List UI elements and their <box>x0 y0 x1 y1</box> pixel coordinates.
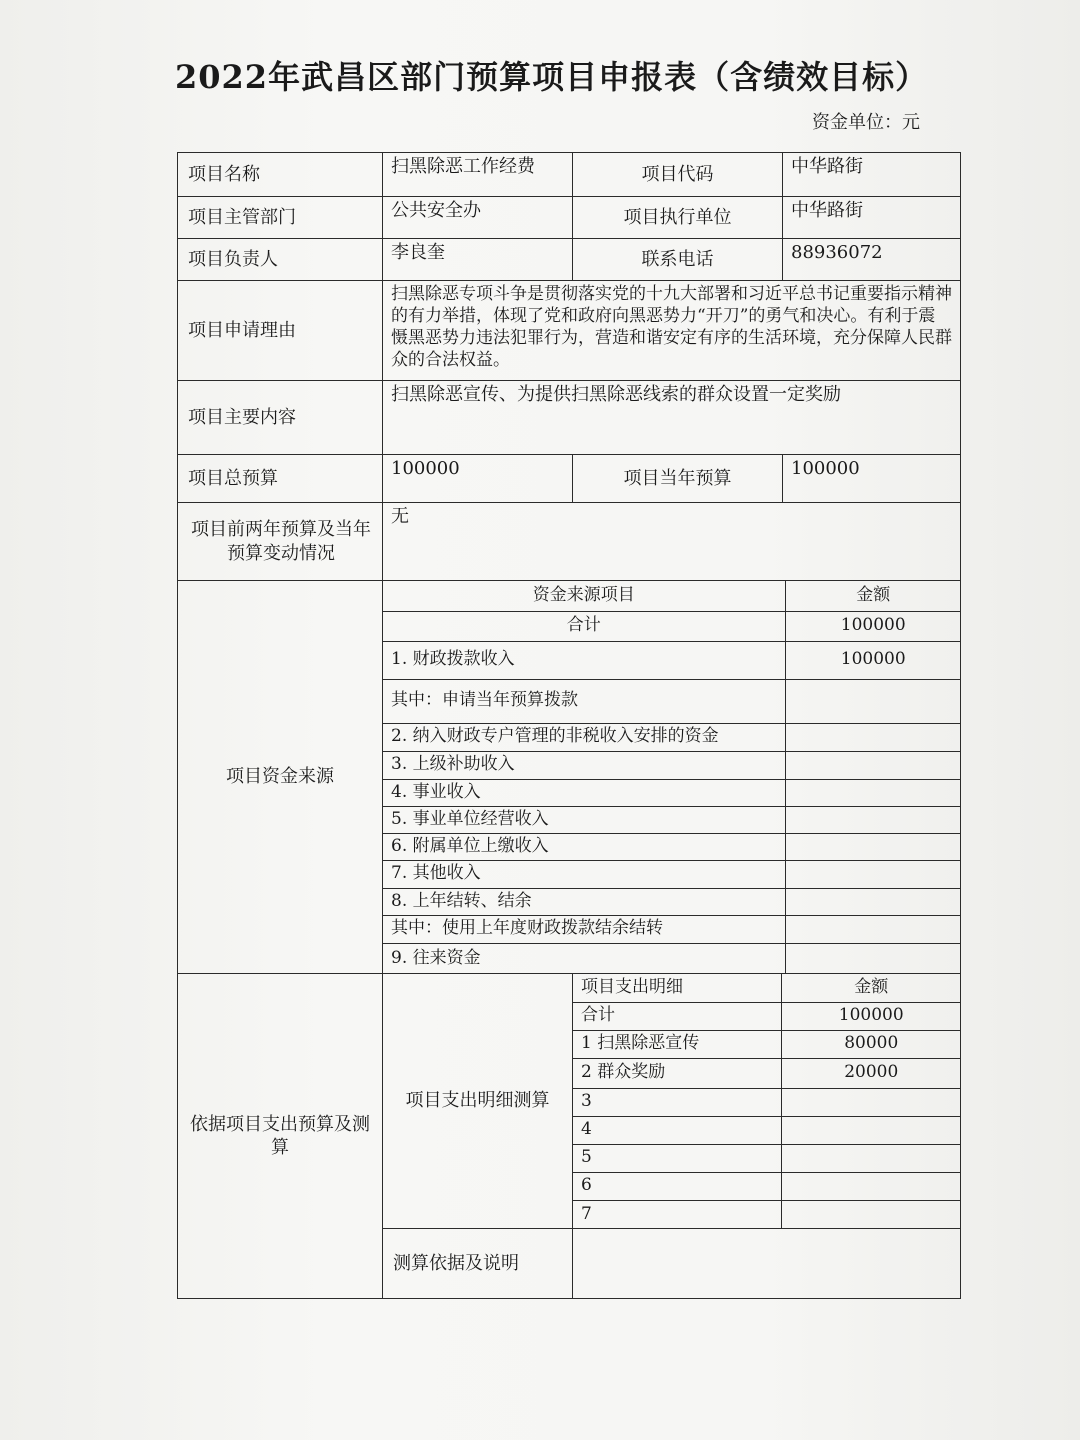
expense-row-name: 2 群众奖励 <box>573 1058 781 1088</box>
total-budget-value: 100000 <box>383 455 573 503</box>
table-row <box>383 860 961 888</box>
expense-row-amount <box>781 1144 961 1172</box>
table-row <box>383 943 961 973</box>
funding-row-amount <box>785 806 961 833</box>
funding-source-table <box>383 581 961 973</box>
expense-detail-cell <box>573 974 961 1229</box>
funding-row-amount <box>785 943 961 973</box>
table-row <box>573 1200 961 1228</box>
table-row <box>573 1002 961 1030</box>
expense-row-name: 3 <box>573 1088 781 1116</box>
funding-row-name: 其中：申请当年预算拨款 <box>383 679 785 723</box>
funding-row-amount <box>785 860 961 888</box>
phone-label: 联系电话 <box>573 239 783 281</box>
reason-value: 扫黑除恶专项斗争是贯彻落实党的十九大部署和习近平总书记重要指示精神的有力举措，体现了党和政府向黑恶势力“开刀”的勇气和决心。有利于震慑黑恶势力违法犯罪行为，营造和谐安定有序的生活环境，充分保障人民群众的合法权益。 <box>383 281 961 381</box>
expense-row-name: 1 扫黑除恶宣传 <box>573 1030 781 1058</box>
total-budget-label: 项目总预算 <box>178 455 383 503</box>
content-value: 扫黑除恶宣传、为提供扫黑除恶线索的群众设置一定奖励 <box>383 381 961 455</box>
reason-label: 项目申请理由 <box>178 281 383 381</box>
expense-row-amount <box>781 1200 961 1228</box>
table-row <box>383 888 961 915</box>
table-row <box>383 611 961 641</box>
funding-row-name: 8. 上年结转、结余 <box>383 888 785 915</box>
funding-header-amount: 金额 <box>785 581 961 611</box>
expense-row-name: 4 <box>573 1116 781 1144</box>
funding-row-name: 2. 纳入财政专户管理的非税收入安排的资金 <box>383 723 785 751</box>
expense-header-item: 项目支出明细 <box>573 974 781 1002</box>
funding-row-name: 1. 财政拨款收入 <box>383 641 785 679</box>
funding-row-name: 其中：使用上年度财政拨款结余结转 <box>383 915 785 943</box>
funding-row-name: 7. 其他收入 <box>383 860 785 888</box>
owner-label: 项目负责人 <box>178 239 383 281</box>
budget-form-table <box>177 152 961 1299</box>
expense-basis-label: 依据项目支出预算及测算 <box>178 974 383 1299</box>
expense-row-name: 6 <box>573 1172 781 1200</box>
funding-source-cell <box>383 581 961 974</box>
table-row <box>573 1116 961 1144</box>
exec-unit-value: 中华路街 <box>783 197 961 239</box>
table-row <box>383 751 961 779</box>
funding-row-amount <box>785 915 961 943</box>
expense-header-amount: 金额 <box>781 974 961 1002</box>
budget-change-value: 无 <box>383 503 961 581</box>
basis-value <box>573 1229 961 1299</box>
project-name-label: 项目名称 <box>178 153 383 197</box>
year-budget-label: 项目当年预算 <box>573 455 783 503</box>
table-row <box>573 1030 961 1058</box>
table-row <box>383 806 961 833</box>
project-code-label: 项目代码 <box>573 153 783 197</box>
funding-row-name: 6. 附属单位上缴收入 <box>383 833 785 860</box>
expense-detail-label: 项目支出明细测算 <box>383 974 573 1229</box>
exec-unit-label: 项目执行单位 <box>573 197 783 239</box>
basis-label: 测算依据及说明 <box>383 1229 573 1299</box>
funding-row-name: 4. 事业收入 <box>383 779 785 806</box>
funding-header-source: 资金来源项目 <box>383 581 785 611</box>
expense-row-name: 合计 <box>573 1002 781 1030</box>
funding-row-amount <box>785 679 961 723</box>
expense-detail-table <box>573 974 961 1228</box>
table-row <box>383 641 961 679</box>
funding-row-name: 5. 事业单位经营收入 <box>383 806 785 833</box>
table-row <box>383 833 961 860</box>
funding-row-amount <box>785 888 961 915</box>
table-row <box>573 1088 961 1116</box>
funding-row-name: 3. 上级补助收入 <box>383 751 785 779</box>
table-row <box>383 779 961 806</box>
project-name-value: 扫黑除恶工作经费 <box>383 153 573 197</box>
document-title: 2022年武昌区部门预算项目申报表（含绩效目标） <box>175 58 929 96</box>
expense-row-amount: 20000 <box>781 1058 961 1088</box>
expense-row-amount <box>781 1116 961 1144</box>
content-label: 项目主要内容 <box>178 381 383 455</box>
project-code-value: 中华路街 <box>783 153 961 197</box>
year-budget-value: 100000 <box>783 455 961 503</box>
funding-row-amount <box>785 779 961 806</box>
funding-source-label: 项目资金来源 <box>178 581 383 974</box>
table-row <box>573 1058 961 1088</box>
funding-row-amount: 100000 <box>785 611 961 641</box>
funding-row-amount <box>785 833 961 860</box>
funding-row-amount: 100000 <box>785 641 961 679</box>
owner-value: 李良奎 <box>383 239 573 281</box>
expense-row-amount <box>781 1172 961 1200</box>
department-value: 公共安全办 <box>383 197 573 239</box>
expense-row-amount: 80000 <box>781 1030 961 1058</box>
funding-row-name: 9. 往来资金 <box>383 943 785 973</box>
budget-change-label: 项目前两年预算及当年预算变动情况 <box>178 503 383 581</box>
funding-row-amount <box>785 751 961 779</box>
phone-value: 88936072 <box>783 239 961 281</box>
table-row <box>383 723 961 751</box>
funding-row-amount <box>785 723 961 751</box>
expense-row-name: 5 <box>573 1144 781 1172</box>
table-row <box>573 1172 961 1200</box>
currency-unit: 资金单位：元 <box>812 112 920 133</box>
expense-row-amount: 100000 <box>781 1002 961 1030</box>
expense-row-name: 7 <box>573 1200 781 1228</box>
department-label: 项目主管部门 <box>178 197 383 239</box>
table-row <box>383 679 961 723</box>
table-row <box>383 915 961 943</box>
expense-row-amount <box>781 1088 961 1116</box>
table-row <box>573 1144 961 1172</box>
funding-row-name: 合计 <box>383 611 785 641</box>
